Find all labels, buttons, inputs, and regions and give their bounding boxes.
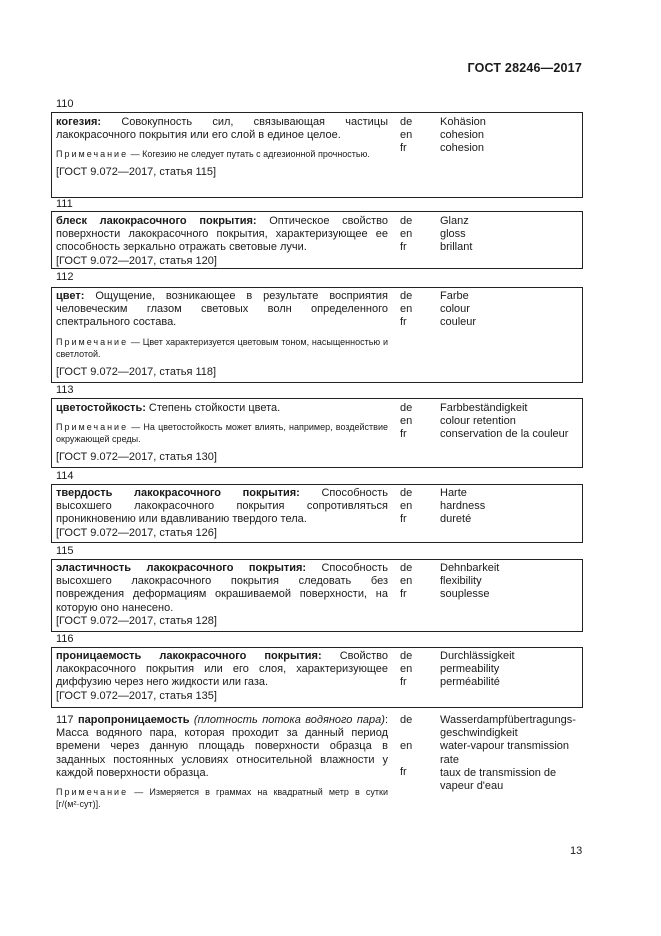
entry-note	[56, 336, 388, 360]
foreign-term: conservation de la couleur	[440, 428, 569, 441]
entry-note	[56, 421, 388, 445]
lang-code: en	[400, 575, 413, 588]
foreign-terms	[440, 215, 580, 255]
note-text: — Когезию не следует путать с адгезионной прочностью.	[128, 149, 370, 160]
entry-reference: [ГОСТ 9.072—2017, статья 128]	[56, 614, 217, 627]
foreign-term: Kohäsion	[440, 116, 486, 128]
foreign-term: taux de transmission de vapeur d'eau	[440, 766, 557, 793]
entry-term: когезия:	[56, 116, 102, 128]
entry-term: блеск лакокрасочного покрытия:	[56, 215, 257, 227]
entry-number: 111	[56, 198, 73, 210]
lang-code: en	[400, 303, 413, 316]
term-synonym: (плотность потока водяного пара)	[189, 714, 385, 726]
foreign-term: Dehnbarkeit	[440, 562, 500, 574]
entry-definition	[56, 714, 388, 816]
entry-definition	[56, 290, 388, 379]
foreign-term: flexibility	[440, 575, 482, 588]
definition-text: : Масса водяного пара, которая проходит за данный период времени через данную площадь поверхности образца в заданных постоянных условиях относительной влажности у каждой поверхности образца.	[56, 714, 388, 779]
lang-code: fr	[400, 676, 407, 689]
language-codes	[400, 402, 412, 442]
foreign-term: Harte	[440, 487, 467, 499]
language-codes	[400, 215, 412, 255]
foreign-terms	[440, 402, 580, 442]
entry-definition	[56, 650, 388, 703]
foreign-terms	[440, 487, 580, 527]
foreign-terms	[440, 290, 580, 330]
foreign-terms	[440, 714, 580, 793]
definition-text: Способность высохшего лакокрасочного покрытия следовать без повреждения деформациям окрашиваемой поверхности, на которую оно нанесено.	[56, 562, 389, 614]
entry-reference: [ГОСТ 9.072—2017, статья 118]	[56, 365, 217, 378]
lang-code: de	[400, 402, 413, 414]
definition-text: Способность высохшего лакокрасочного покрытия сопротивляться проникновению или вдавливанию твердого тела.	[56, 487, 389, 526]
entry-number: 114	[56, 470, 74, 482]
lang-code: fr	[400, 241, 407, 254]
note-text: — Цвет характеризуется цветовым тоном, насыщенностью и светлотой.	[56, 336, 388, 359]
foreign-term: perméabilité	[440, 676, 500, 689]
foreign-term: Glanz	[440, 215, 469, 227]
foreign-terms	[440, 650, 580, 690]
lang-code: de	[400, 290, 413, 302]
foreign-term: couleur	[440, 316, 477, 329]
entry-term: эластичность лакокрасочного покрытия:	[56, 562, 307, 574]
definition-text: Оптическое свойство поверхности лакокрасочного покрытия, характеризующее ее способность зеркально отражать световые лучи.	[56, 215, 388, 254]
foreign-term: water-vapour transmission rate	[440, 740, 569, 766]
lang-code: de	[400, 650, 413, 662]
language-codes	[400, 650, 412, 690]
entry-term: паропроницаемость	[77, 714, 190, 726]
entry-term: проницаемость лакокрасочного покрытия:	[56, 650, 322, 662]
language-codes	[400, 562, 412, 602]
entry-definition	[56, 402, 388, 464]
lang-code: de	[400, 116, 413, 128]
entry-reference: [ГОСТ 9.072—2017, статья 126]	[56, 526, 217, 539]
lang-code: de	[400, 215, 413, 227]
foreign-terms	[440, 116, 580, 156]
language-codes	[400, 487, 412, 527]
entry-reference: [ГОСТ 9.072—2017, статья 115]	[56, 166, 217, 179]
entry-reference: [ГОСТ 9.072—2017, статья 130]	[56, 451, 217, 464]
lang-code: en	[400, 500, 413, 513]
foreign-term: colour	[440, 303, 470, 316]
lang-code: fr	[400, 513, 407, 526]
lang-code: fr	[400, 766, 407, 779]
foreign-term: Farbe	[440, 290, 469, 302]
entry-number: 112	[56, 271, 74, 283]
language-codes	[400, 290, 412, 330]
foreign-term: cohesion	[440, 142, 485, 155]
foreign-term: permeability	[440, 663, 500, 676]
entry-definition	[56, 487, 388, 540]
entry-definition	[56, 215, 388, 268]
lang-code: fr	[400, 142, 407, 155]
entry-term: цвет:	[56, 290, 85, 302]
lang-code: de	[400, 714, 413, 726]
lang-code: fr	[400, 316, 407, 329]
foreign-terms	[440, 562, 580, 602]
entry-number: 116	[56, 633, 74, 645]
entry-definition	[56, 562, 388, 628]
entry-note	[56, 786, 388, 810]
entry-number: 113	[56, 384, 74, 396]
foreign-term: cohesion	[440, 129, 485, 142]
foreign-term: gloss	[440, 228, 466, 241]
lang-code: en	[400, 663, 413, 676]
definition-text: Степень стойкости цвета.	[145, 402, 281, 414]
definition-text: Совокупность сил, связывающая частицы лакокрасочного покрытия или его слой в единое целое.	[56, 116, 388, 142]
lang-code: en	[400, 129, 413, 142]
foreign-term: Farbbeständigkeit	[440, 402, 528, 414]
foreign-term: dureté	[440, 513, 472, 526]
language-codes	[400, 714, 412, 780]
foreign-term: hardness	[440, 500, 486, 513]
lang-code: fr	[400, 588, 407, 601]
note-label: Примечание	[56, 336, 129, 347]
lang-code: de	[400, 487, 413, 499]
foreign-term: souplesse	[440, 588, 490, 601]
entry-term: цветостойкость:	[56, 402, 146, 414]
definition-text: Свойство лакокрасочного покрытия или его слоя, характеризующее диффузию через него жидкости или газа.	[56, 650, 388, 689]
entry-number: 115	[56, 545, 74, 557]
entry-term: твердость лакокрасочного покрытия:	[56, 487, 300, 499]
foreign-term: Durchlässigkeit	[440, 650, 515, 662]
foreign-term: brillant	[440, 241, 473, 254]
entry-reference: [ГОСТ 9.072—2017, статья 135]	[56, 689, 217, 702]
note-label: Примечание	[56, 149, 129, 160]
lang-code: de	[400, 562, 413, 574]
lang-code: en	[400, 415, 413, 428]
entry-number: 110	[56, 98, 74, 110]
lang-code: fr	[400, 428, 407, 441]
document-header: ГОСТ 28246—2017	[467, 61, 582, 75]
lang-code: en	[400, 228, 413, 241]
entry-reference: [ГОСТ 9.072—2017, статья 120]	[56, 254, 217, 267]
note-text: — Измеряется в граммах на квадратный метр в сутки [г/(м²·сут)].	[56, 787, 388, 810]
entry-number: 117	[56, 714, 74, 726]
note-label: Примечание	[56, 422, 129, 433]
entry-definition	[56, 116, 388, 179]
foreign-term: colour retention	[440, 415, 516, 428]
lang-code: en	[400, 740, 413, 753]
foreign-term: Wasserdampfübertragungs-geschwindigkeit	[440, 714, 576, 740]
page-number: 13	[570, 845, 583, 857]
definition-text: Ощущение, возникающее в результате восприятия человеческим глазом световых волн определенного спектрального состава.	[56, 290, 388, 329]
entry-note	[56, 148, 388, 160]
note-label: Примечание	[56, 787, 129, 798]
note-text: — На цветостойкость может влиять, например, воздействие окружающей среды.	[56, 422, 388, 445]
language-codes	[400, 116, 412, 156]
